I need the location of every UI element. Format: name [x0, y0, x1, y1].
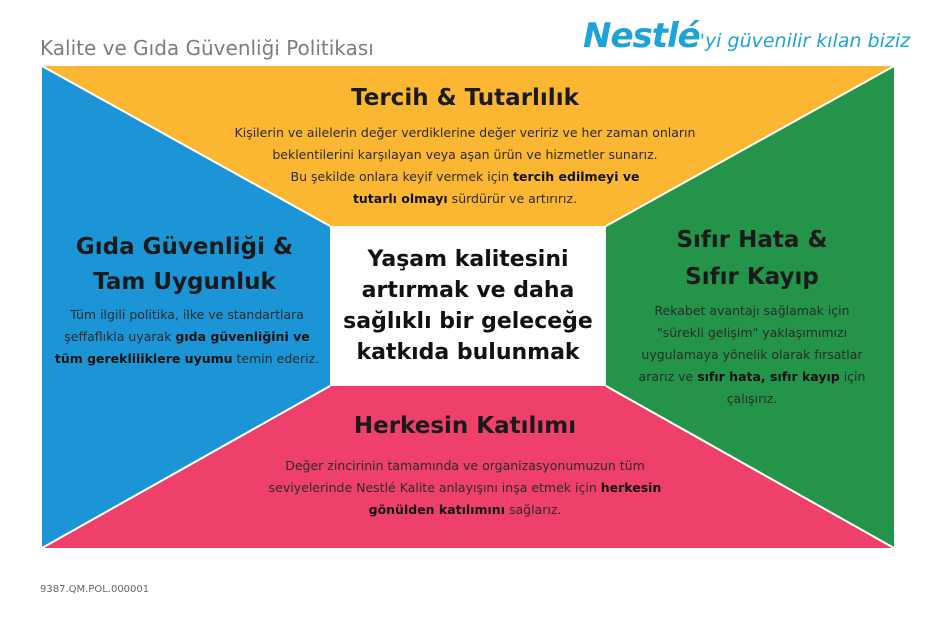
right-body-line: ararız ve sıfır hata, sıfır kayıp için	[638, 369, 866, 384]
top-heading: Tercih & Tutarlılık	[351, 85, 579, 111]
bottom-body	[210, 455, 720, 521]
bottom-heading: Herkesin Katılımı	[353, 413, 577, 439]
right-body	[612, 300, 892, 410]
top-body-line: Kişilerin ve ailelerin değer verdiklerine değer veririz ve her zaman onların	[234, 125, 696, 140]
page-title: Kalite ve Gıda Güvenliği Politikası	[40, 36, 374, 60]
document-code: 9387.QM.POL.000001	[40, 584, 150, 595]
left-body	[42, 304, 332, 370]
top-body-line: tutarlı olmayı sürdürür ve artırırız.	[352, 191, 578, 206]
bottom-body-line: gönülden katılımını sağlarız.	[368, 502, 562, 517]
left-body-line: tüm gerekliliklere uyumu temin ederiz.	[54, 351, 320, 366]
bottom-body-line: seviyelerinde Nestlé Kalite anlayışını inşa etmek için herkesin	[268, 480, 662, 495]
right-body-line: Rekabet avantajı sağlamak için	[654, 303, 850, 318]
center-box	[330, 226, 606, 386]
left-body-line: Tüm ilgili politika, ilke ve standartlara	[70, 307, 304, 322]
nestle-logo: Nestlé	[583, 16, 700, 56]
right-body-line: çalışırız.	[726, 391, 778, 406]
right-body-line: uygulamaya yönelik olarak fırsatlar	[641, 347, 863, 362]
top-body-line: beklentilerini karşılayan veya aşan ürün ve hizmetler sunarız.	[272, 147, 658, 162]
bottom-body-line: Değer zincirinin tamamında ve organizasyonumuzun tüm	[285, 458, 645, 473]
left-heading: Gıda Güvenliği & Tam Uygunluk	[75, 234, 294, 295]
right-body-line: "sürekli gelişim" yaklaşımımızı	[656, 325, 848, 340]
top-body-line: Bu şekilde onlara keyif vermek için tercih edilmeyi ve	[290, 169, 640, 184]
right-heading: Sıfır Hata & Sıfır Kayıp	[676, 227, 828, 290]
center-statement: Yaşam kalitesini artırmak ve daha sağlıklı bir geleceğe katkıda bulunmak	[343, 247, 593, 365]
top-body	[190, 122, 740, 210]
left-body-line: şeffaflıkla uyarak gıda güvenliğini ve	[64, 329, 310, 344]
brand-tagline: 'yi güvenilir kılan biziz	[699, 30, 911, 52]
